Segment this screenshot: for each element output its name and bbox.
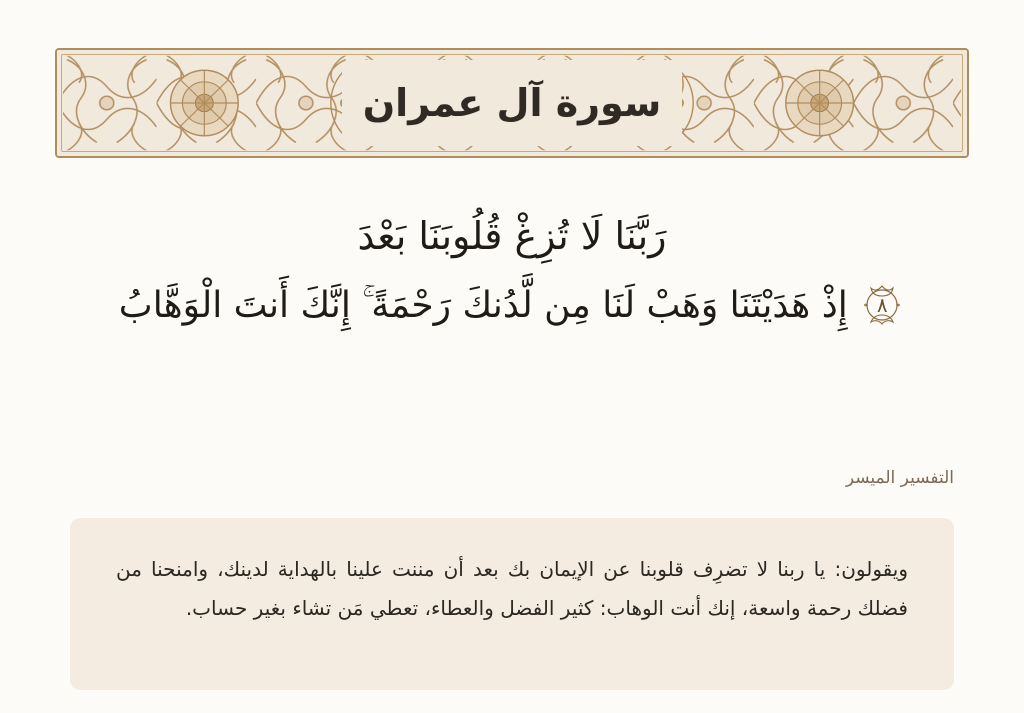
ayah-number-marker <box>859 282 905 328</box>
surah-title: سورة آل عمران <box>362 81 662 125</box>
tafsir-text: ويقولون: يا ربنا لا تضرِف قلوبنا عن الإيمان بك بعد أن مننت علينا بالهداية لدينك، وامنحنا من فضلك رحمة واسعة، إنك أنت الوهاب: كثير الفضل والعطاء، تعطي مَن تشاء بغير حساب. <box>116 557 908 620</box>
ayah-line-2: إِذْ هَدَيْتَنَا وَهَبْ لَنَا مِن لَّدُنكَ رَحْمَةً ۚ إِنَّكَ أَنتَ الْوَهَّابُ <box>118 285 848 327</box>
ayah-line-2-wrapper <box>70 272 954 340</box>
tafsir-source-label: التفسير الميسر <box>845 468 954 488</box>
ayah-number-text: ٨ <box>876 293 888 318</box>
surah-header-banner <box>55 48 969 158</box>
tafsir-box <box>70 518 954 690</box>
ayah-line-1: رَبَّنَا لَا تُزِغْ قُلُوبَنَا بَعْدَ <box>357 214 667 258</box>
ayah-block <box>70 200 954 341</box>
